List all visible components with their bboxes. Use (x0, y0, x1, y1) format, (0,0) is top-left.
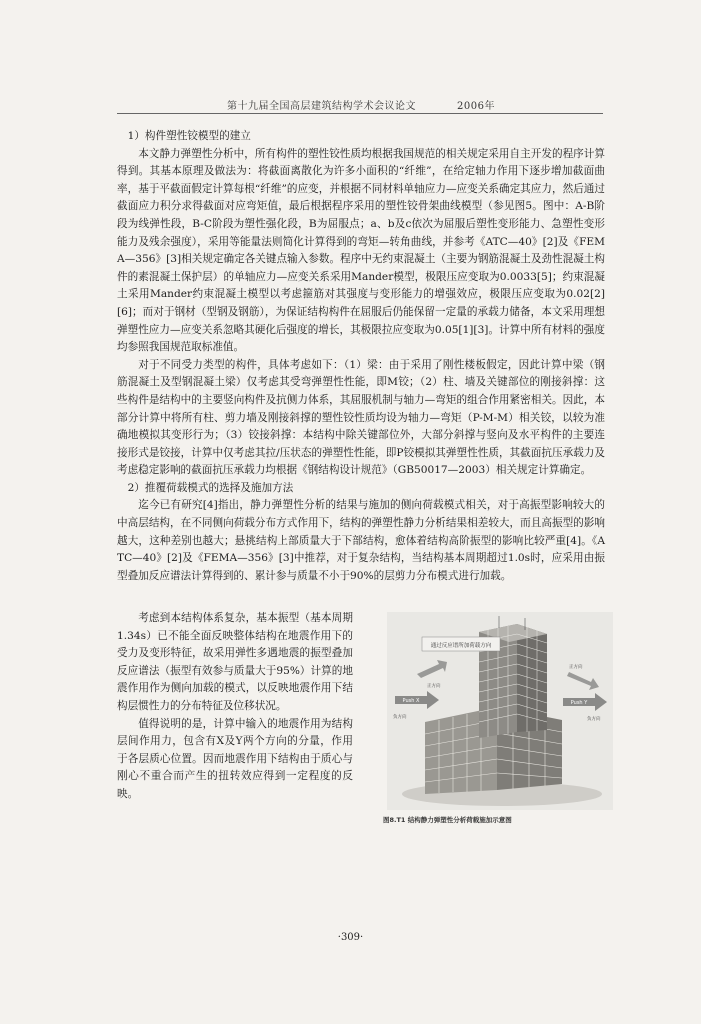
paragraph: 本文静力弹塑性分析中，所有构件的塑性铰性质均根据我国规范的相关规定采用自主开发的程序计算得到。其基本原理及做法为：将截面离散化为许多小面积的“纤维”，在给定轴力作用下逐步增加截面曲率，基于平截面假定计算每根“纤维”的应变，并根据不同材料单轴应力—应变关系确定其应力，然后通过截面应力积分求得截面对应弯矩值，最后根据程序采用的塑性铰骨架曲线模型（参见图5。图中：A-B阶段为线弹性段，B-C阶段为塑性强化段，B为屈服点；a、b及c依次为屈服后塑性变形能力、急塑性变形能力及残余强度），采用等能量法则简化计算得到的弯矩—转角曲线，并参考《ATC—40》[2]及《FEMA—356》[3]相关规定确定各关键点输入参数。程序中无约束混凝土（主要为钢筋混凝土及劲性混凝土构件的素混凝土保护层）的单轴应力—应变关系采用Mander模型，极限压应变取为0.0033[5]；约束混凝土采用Mander约束混凝土模型以考虑箍筋对其强度与变形能力的增强效应，极限压应变取为0.02[2][6]；而对于钢材（型钢及钢筋），为保证结构构件在屈服后仍能保留一定量的承载力储备，本文采用理想弹塑性应力—应变关系忽略其硬化后强度的增长，其极限拉应变取为0.05[1][3]。计算中所有材料的强度均参照我国规范取标准值。 (117, 147, 605, 354)
right-force-label: 正方向 (569, 665, 583, 670)
section-heading-2: 2）推覆荷载模式的选择及施加方法 (127, 481, 294, 494)
paragraph: 值得说明的是，计算中输入的地震作用为结构层间作用力，包含有X及Y两个方向的分量，作用于各层质心位置。因而地震作用下结构由于质心与刚心不重合而产生的扭转效应得到一定程度的反映。 (117, 717, 353, 800)
callout-label: 通过反应谱所加荷载方向 (430, 643, 492, 649)
left-arrow-label: Push X (402, 698, 420, 704)
header-rule (117, 113, 603, 114)
paragraph: 考虑到本结构体系复杂，基本振型（基本周期1.34s）已不能全面反映整体结构在地震作用下的受力及变形特征，故采用弹性多遇地震的振型叠加反应谱法（振型有效参与质量大于95%）计算的地震作用作为侧向加载的模式，以反映地震作用下结构层惯性力的分布特征及位移状况。 (117, 612, 353, 712)
paragraph: 对于不同受力类型的构件，具体考虑如下：（1）梁：由于采用了刚性楼板假定，因此计算中梁（钢筋混凝土及型钢混凝土梁）仅考虑其受弯弹塑性性能，即M铰；（2）柱、墙及关键部位的刚接斜撑：这些构件是结构中的主要竖向构件及抗侧力体系，其屈服机制与轴力—弯矩的组合作用紧密相关。因此，本部分计算中将所有柱、剪力墙及刚接斜撑的塑性铰性质均设为轴力—弯矩（P-M-M）相关铰，以较为准确地模拟其变形行为；（3）铰接斜撑：本结构中除关键部位外，大部分斜撑与竖向及水平构件的主要连接形式是铰接，计算中仅考虑其拉/压状态的弹塑性性能，即P铰模拟其弹塑性性质，其截面抗压承载力及考虑稳定影响的截面抗压承载力均根据《钢结构设计规范》（GB50017—2003）相关规定计算确定。 (117, 358, 605, 477)
tower-block (479, 616, 547, 738)
right-load-label: 负方向 (587, 717, 601, 722)
main-text (117, 128, 605, 585)
paragraph: 迄今已有研究[4]指出，静力弹塑性分析的结果与施加的侧向荷载模式相关，对于高振型影响较大的中高层结构，在不同侧向荷载分布方式作用下，结构的弹塑性静力分析结果相差较大，而且高振型的影响越大，这种差别也越大；悬挑结构上部质量大于下部结构，愈体着结构高阶振型的影响比较严重[4]。《ATC—40》[2]及《FEMA—356》[3]中推荐，对于复杂结构，当结构基本周期超过1.0s时，应采用由振型叠加反应谱法计算得到的、累计参与质量不小于90%的层剪力分布模式进行加载。 (117, 499, 605, 582)
structure-figure (387, 612, 613, 810)
wrapped-text (117, 610, 353, 804)
conference-title: 第十九届全国高层建筑结构学术会议论文 (227, 101, 416, 112)
page-number: ·309· (337, 932, 364, 943)
section-heading-1: 1）构件塑性铰模型的建立 (127, 130, 251, 142)
figure-caption: 图8.T1 结构静力弹塑性分析荷载施加示意图 (383, 816, 512, 824)
building-illustration (387, 612, 613, 810)
conference-year: 2006年 (457, 101, 495, 112)
right-arrow-label: Push Y (570, 700, 588, 706)
left-load-label: 负方向 (393, 715, 407, 720)
left-force-label: 正方向 (427, 684, 441, 689)
